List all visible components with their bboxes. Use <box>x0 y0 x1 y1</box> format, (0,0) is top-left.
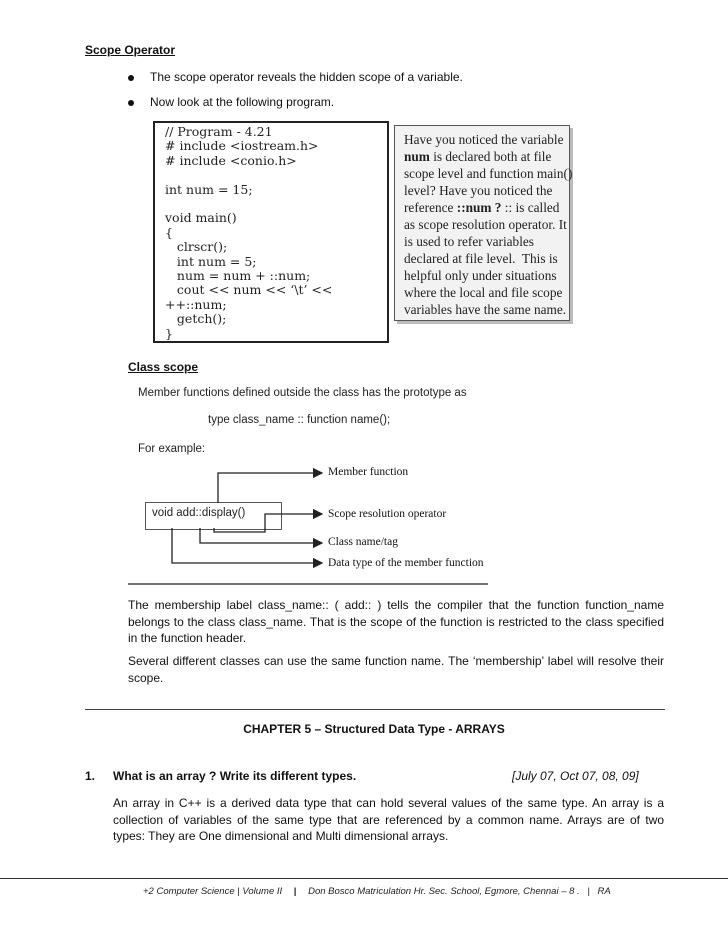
code-line: // Program - 4.21 <box>165 124 273 139</box>
answer-paragraph: An array in C++ is a derived data type that can hold several values of the same type. An array is a collection of variables of the same type that are referenced by a common name. Arrays are of two types: They are One dimensional and Multi dimensional arrays. <box>113 796 664 843</box>
note-line: reference ::num ? :: is called <box>404 200 560 215</box>
chapter-divider <box>85 709 665 710</box>
note-line: declared at file level. This is <box>404 251 558 266</box>
annotation-data-type: Data type of the member function <box>328 557 484 569</box>
arrow-data-type <box>172 528 322 563</box>
footer-middle: Don Bosco Matriculation Hr. Sec. School, Egmore, Chennai – 8 . <box>308 886 580 897</box>
classes-paragraph: Several different classes can use the same function name. The ‘membership’ label will resolve their scope. <box>128 654 664 685</box>
arrow-scope-resolution <box>214 514 322 532</box>
code-line: int num = 5; <box>165 253 257 269</box>
note-line: scope level and function main() <box>404 166 573 181</box>
arrow-member-function <box>218 473 322 503</box>
note-line: where the local and file scope <box>404 285 563 300</box>
footer-right: RA <box>597 886 611 897</box>
question-dates: [July 07, Oct 07, 08, 09] <box>512 769 639 783</box>
footer-divider <box>0 878 728 879</box>
code-line: } <box>165 325 173 341</box>
note-line: level? Have you noticed the <box>404 183 553 198</box>
bullet-text: Now look at the following program. <box>150 95 335 109</box>
code-line: num = num + ::num; <box>165 268 311 284</box>
question-number: 1. <box>85 769 96 783</box>
class-scope-prototype: type class_name :: function name(); <box>208 414 391 426</box>
footer <box>143 886 611 897</box>
footer-separator: | <box>293 886 297 897</box>
footer-separator-2: | <box>587 886 590 897</box>
annotation-scope-resolution: Scope resolution operator <box>328 508 447 520</box>
membership-paragraph: The membership label class_name:: ( add:: ) tells the compiler that the function function_name belongs to the class class_name. That is the scope of the function is restricted to the class specified in the function header. <box>128 598 664 645</box>
arrow-class-name <box>200 528 322 543</box>
code-line: void main() <box>165 210 237 226</box>
code-line: { <box>165 224 173 240</box>
code-line: clrscr(); <box>165 239 228 255</box>
note-line: is used to refer variables <box>404 234 534 249</box>
note-line: as scope resolution operator. It <box>404 217 567 232</box>
code-line: # include <iostream.h> <box>165 138 319 154</box>
annotation-class-name: Class name/tag <box>328 536 398 548</box>
footer-left: +2 Computer Science | Volume II <box>143 886 283 897</box>
note-line: helpful only under situations <box>404 268 557 283</box>
code-example-text: void add::display() <box>152 507 246 519</box>
question-text: What is an array ? Write its different types. <box>113 769 357 783</box>
annotation-member-function: Member function <box>328 466 409 478</box>
code-line: int num = 15; <box>165 181 253 197</box>
code-line: # include <conio.h> <box>165 152 297 168</box>
code-line: getch(); <box>165 311 227 327</box>
chapter-title: CHAPTER 5 – Structured Data Type - ARRAYS <box>243 722 505 736</box>
section-heading-scope-operator: Scope Operator <box>85 43 176 57</box>
note-line: num is declared both at file <box>404 149 552 164</box>
note-line: Have you noticed the variable <box>404 132 564 147</box>
section-heading-class-scope: Class scope <box>128 360 199 374</box>
code-line: cout << num << ‘\t’ << <box>165 282 333 298</box>
bullet-text: The scope operator reveals the hidden scope of a variable. <box>150 70 463 84</box>
class-scope-intro: Member functions defined outside the class has the prototype as <box>138 387 467 399</box>
example-label: For example: <box>138 443 206 455</box>
code-line: ++::num; <box>165 296 227 312</box>
note-line: variables have the same name. <box>404 302 567 317</box>
